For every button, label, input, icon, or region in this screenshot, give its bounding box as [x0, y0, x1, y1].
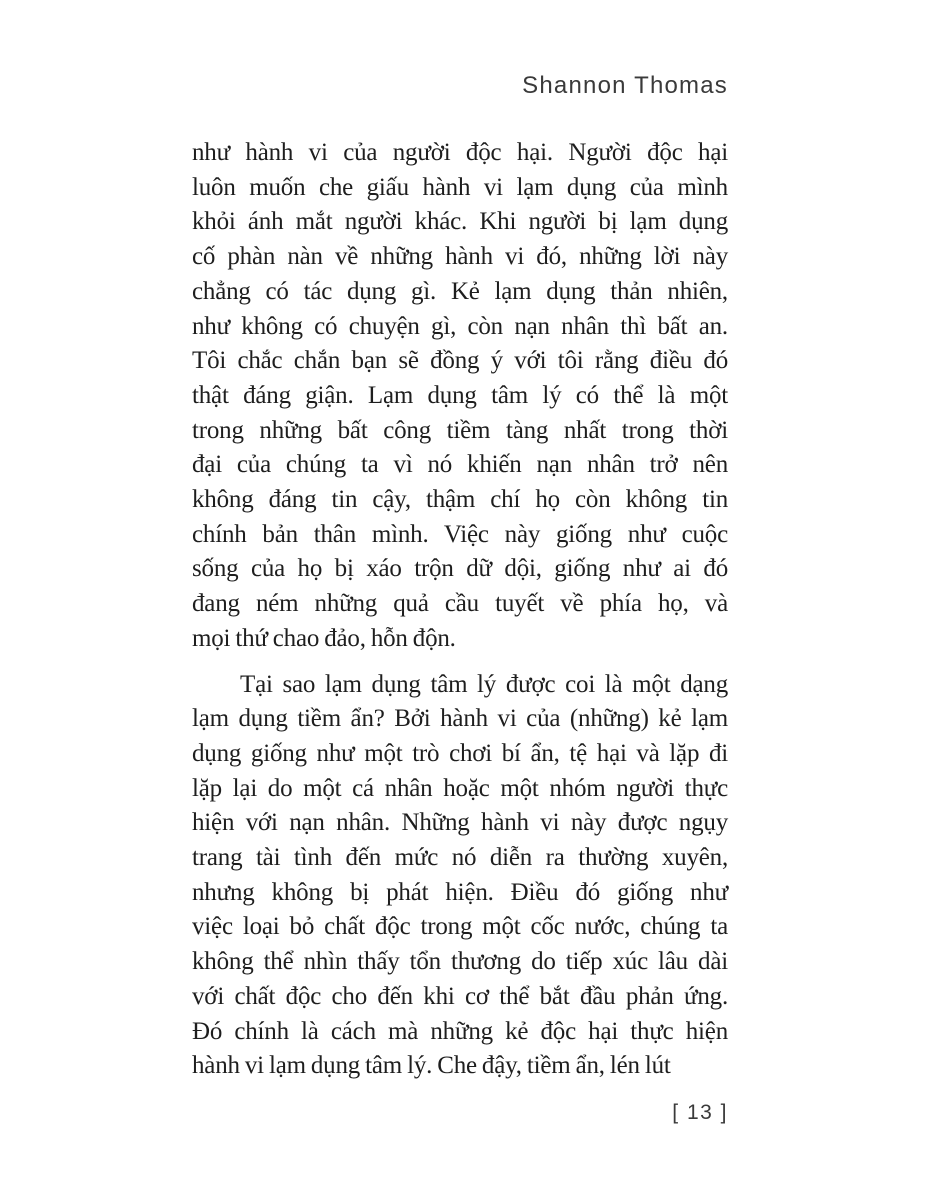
running-header-author: Shannon Thomas [522, 72, 728, 99]
paragraph [192, 136, 728, 657]
text-line: trang tài tình đến mức nó diễn ra thường xuyên, [192, 844, 728, 872]
text-line: lặp lại do một cá nhân hoặc một nhóm người thực [192, 774, 728, 802]
text-line: hiện với nạn nhân. Những hành vi này được ngụy [192, 809, 728, 837]
text-line: nhưng không bị phát hiện. Điều đó giống như [192, 878, 728, 906]
text-line: lạm dụng tiềm ẩn? Bởi hành vi của (những) kẻ lạm [192, 705, 728, 733]
text-line: cố phàn nàn về những hành vi đó, những lời này [192, 243, 728, 271]
text-line: đang ném những quả cầu tuyết về phía họ, và [192, 590, 728, 618]
text-line: như hành vi của người độc hại. Người độc hại [192, 139, 728, 166]
text-line: đại của chúng ta vì nó khiến nạn nhân trở nên [192, 451, 728, 479]
text-line: với chất độc cho đến khi cơ thể bắt đầu phản ứng. [192, 982, 728, 1010]
text-line: dụng giống như một trò chơi bí ẩn, tệ hại và lặp đi [192, 739, 728, 767]
text-line: việc loại bỏ chất độc trong một cốc nước, chúng ta [192, 913, 728, 941]
page-number: [ 13 ] [672, 1101, 728, 1124]
text-line: sống của họ bị xáo trộn dữ dội, giống như ai đó [192, 555, 728, 583]
page-body [192, 136, 728, 1084]
text-line: không đáng tin cậy, thậm chí họ còn không tin [192, 486, 728, 514]
text-line: khỏi ánh mắt người khác. Khi người bị lạm dụng [192, 208, 728, 236]
text-line: trong những bất công tiềm tàng nhất trong thời [192, 416, 728, 444]
text-line: chẳng có tác dụng gì. Kẻ lạm dụng thản nhiên, [192, 277, 728, 305]
text-line: như không có chuyện gì, còn nạn nhân thì bất an. [192, 312, 728, 340]
text-line: Tại sao lạm dụng tâm lý được coi là một dạng [240, 670, 728, 698]
text-line: chính bản thân mình. Việc này giống như cuộc [192, 520, 728, 548]
text-line: luôn muốn che giấu hành vi lạm dụng của mình [192, 173, 728, 201]
text-line: thật đáng giận. Lạm dụng tâm lý có thể là một [192, 381, 728, 409]
text-line: hành vi lạm dụng tâm lý. Che đậy, tiềm ẩn, lén lút [192, 1052, 671, 1080]
paragraph [192, 668, 728, 1084]
text-line: mọi thứ chao đảo, hỗn độn. [192, 624, 456, 652]
text-line: Đó chính là cách mà những kẻ độc hại thực hiện [192, 1017, 728, 1045]
text-line: Tôi chắc chắn bạn sẽ đồng ý với tôi rằng điều đó [192, 347, 728, 375]
text-line: không thể nhìn thấy tổn thương do tiếp xúc lâu dài [192, 948, 728, 976]
